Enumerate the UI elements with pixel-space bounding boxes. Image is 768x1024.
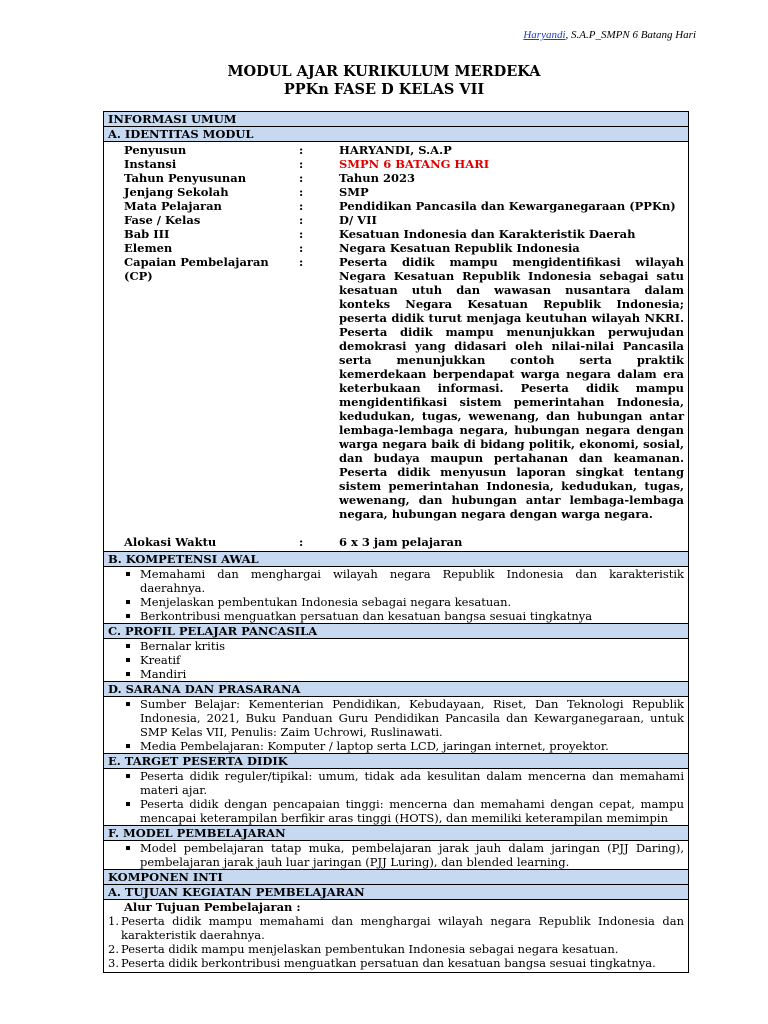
identitas-row: [124, 157, 684, 171]
sarana-body: [104, 697, 688, 754]
list-item: [104, 914, 684, 942]
identitas-value: Pendidikan Pancasila dan Kewarganegaraan (PPKn): [339, 199, 676, 213]
identitas-value: D/ VII: [339, 213, 377, 227]
profil-body: [104, 639, 688, 682]
cp-key: Capaian Pembelajaran (CP): [124, 255, 269, 283]
colon: :: [299, 241, 304, 255]
identitas-row: [124, 241, 684, 255]
alokasi-value: 6 x 3 jam pelajaran: [339, 535, 463, 549]
tujuan-body: [104, 900, 688, 972]
identitas-key: Bab III: [124, 227, 170, 241]
item-number: 1.: [108, 914, 119, 928]
list-item: Kreatif: [124, 653, 684, 667]
item-number: 2.: [108, 942, 119, 956]
list-item: Berkontribusi menguatkan persatuan dan kesatuan bangsa sesuai tingkatnya: [124, 609, 684, 623]
section-target-peserta: E. TARGET PESERTA DIDIK: [104, 754, 688, 769]
target-list: [104, 769, 688, 825]
section-identitas-modul: A. IDENTITAS MODUL: [104, 127, 688, 142]
profil-list: [104, 639, 688, 681]
document-subtitle: PPKn FASE D KELAS VII: [283, 81, 485, 98]
alokasi-row: [124, 535, 684, 549]
identitas-key: Elemen: [124, 241, 173, 255]
list-item: Model pembelajaran tatap muka, pembelajaran jarak jauh dalam jaringan (PJJ Daring), pembelajaran jarak jauh luar jaringan (PJJ Luring), dan blended learning.: [124, 841, 684, 869]
model-list: [104, 841, 688, 869]
item-text: Peserta didik mampu menjelaskan pembentukan Indonesia sebagai negara kesatuan.: [121, 942, 619, 956]
list-item: Menjelaskan pembentukan Indonesia sebagai negara kesatuan.: [124, 595, 684, 609]
colon: :: [299, 535, 304, 549]
header-rest: , S.A.P_SMPN 6 Batang Hari: [565, 29, 696, 41]
colon: :: [299, 143, 304, 157]
item-number: 3.: [108, 956, 119, 970]
list-item: [104, 956, 684, 970]
cp-row: [124, 255, 684, 521]
identitas-key: Fase / Kelas: [124, 213, 201, 227]
colon: :: [299, 171, 304, 185]
identitas-row: [124, 227, 684, 241]
list-item: Sumber Belajar: Kementerian Pendidikan, Kebudayaan, Riset, Dan Teknologi Republik Indonesia, 2021, Buku Panduan Guru Pendidikan Pancasila dan Kewarganegaraan, untuk SMP Kelas VII, Penulis: Zaim Uchrowi, Ruslinawati.: [124, 697, 684, 739]
document-title: MODUL AJAR KURIKULUM MERDEKA: [227, 63, 541, 80]
colon: :: [299, 227, 304, 241]
identitas-value-instansi: SMPN 6 BATANG HARI: [339, 157, 490, 171]
colon: :: [299, 199, 304, 213]
colon: :: [299, 185, 304, 199]
item-text: Peserta didik berkontribusi menguatkan persatuan dan kesatuan bangsa sesuai tingkatnya.: [121, 956, 656, 970]
list-item: Media Pembelajaran: Komputer / laptop serta LCD, jaringan internet, proyektor.: [124, 739, 684, 753]
colon: :: [299, 213, 304, 227]
tujuan-list: [104, 914, 684, 970]
identitas-key: Tahun Penyusunan: [124, 171, 247, 185]
list-item: Mandiri: [124, 667, 684, 681]
model-body: [104, 841, 688, 870]
section-sarana-prasarana: D. SARANA DAN PRASARANA: [104, 682, 688, 697]
identitas-value: Kesatuan Indonesia dan Karakteristik Daerah: [339, 227, 636, 241]
colon: :: [299, 255, 304, 269]
identitas-key: Jenjang Sekolah: [124, 185, 229, 199]
colon: :: [299, 157, 304, 171]
list-item: Peserta didik dengan pencapaian tinggi: mencerna dan memahami dengan cepat, mampu mencapai keterampilan berfikir aras tinggi (HOTS), dan memiliki keterampilan memimpin: [124, 797, 684, 825]
kompetensi-awal-list: [104, 567, 688, 623]
section-model-pembelajaran: F. MODEL PEMBELAJARAN: [104, 826, 688, 841]
section-komponen-inti: KOMPONEN INTI: [104, 870, 688, 885]
identitas-row: [124, 171, 684, 185]
section-kompetensi-awal: B. KOMPETENSI AWAL: [104, 552, 688, 567]
section-informasi-umum: INFORMASI UMUM: [104, 112, 688, 127]
identitas-grid: [104, 142, 688, 552]
identitas-value: SMP: [339, 185, 369, 199]
item-text: Peserta didik mampu memahami dan menghargai wilayah negara Republik Indonesia dan karakteristik daerahnya.: [121, 914, 684, 942]
sarana-list: [104, 697, 688, 753]
tujuan-heading: Alur Tujuan Pembelajaran :: [124, 900, 301, 914]
identitas-key: Instansi: [124, 157, 177, 171]
list-item: Peserta didik reguler/tipikal: umum, tidak ada kesulitan dalam mencerna dan memahami materi ajar.: [124, 769, 684, 797]
identitas-key: Penyusun: [124, 143, 187, 157]
header-note: [523, 29, 696, 41]
identitas-key: Mata Pelajaran: [124, 199, 222, 213]
alokasi-key: Alokasi Waktu: [124, 535, 217, 549]
identitas-row: [124, 185, 684, 199]
identitas-value: Negara Kesatuan Republik Indonesia: [339, 241, 580, 255]
module-table: [103, 111, 689, 973]
identitas-row: [124, 199, 684, 213]
section-tujuan-kegiatan: A. TUJUAN KEGIATAN PEMBELAJARAN: [104, 885, 688, 900]
identitas-row: [124, 213, 684, 227]
identitas-value: Tahun 2023: [339, 171, 416, 185]
kompetensi-awal-body: [104, 567, 688, 624]
target-body: [104, 769, 688, 826]
list-item: Bernalar kritis: [124, 639, 684, 653]
list-item: [104, 942, 684, 956]
identitas-value: HARYANDI, S.A.P: [339, 143, 452, 157]
list-item: Memahami dan menghargai wilayah negara Republik Indonesia dan karakteristik daerahnya.: [124, 567, 684, 595]
section-profil-pelajar: C. PROFIL PELAJAR PANCASILA: [104, 624, 688, 639]
cp-value: Peserta didik mampu mengidentifikasi wilayah Negara Kesatuan Republik Indonesia sebagai satu kesatuan utuh dan wawasan nusantara dalam konteks Negara Kesatuan Republik Indonesia; peserta didik turut menjaga keutuhan wilayah NKRI. Peserta didik mampu menunjukkan perwujudan demokrasi yang didasari oleh nilai-nilai Pancasila serta menunjukkan contoh serta praktik kemerdekaan berpendapat warga negara dalam era keterbukaan informasi. Peserta didik mampu mengidentifikasi sistem pemerintahan Indonesia, kedudukan, tugas, wewenang, dan hubungan antar lembaga-lembaga negara, hubungan negara dengan warga negara baik di bidang politik, ekonomi, sosial, dan budaya maupun pertahanan dan keamanan. Peserta didik menyusun laporan singkat tentang sistem pemerintahan Indonesia, kedudukan, tugas, wewenang, dan hubungan antar lembaga-lembaga negara, hubungan negara dengan warga negara.: [339, 255, 684, 521]
author-link[interactable]: Haryandi: [523, 29, 566, 41]
identitas-row: [124, 143, 684, 157]
